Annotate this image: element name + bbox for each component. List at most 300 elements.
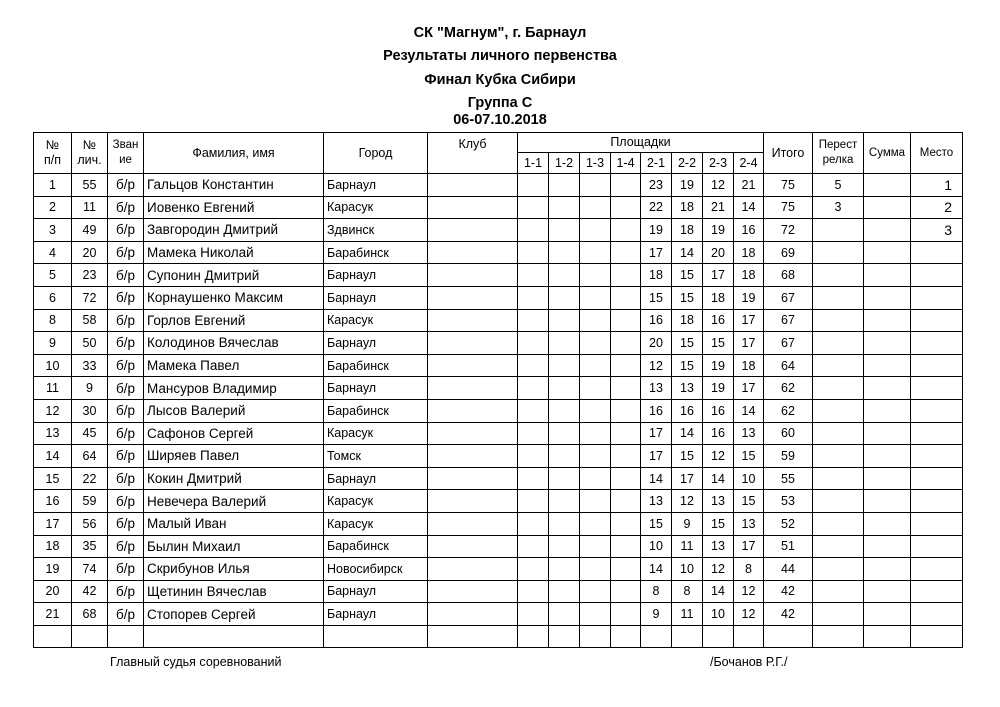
- cell-license: 45: [72, 422, 108, 445]
- table-row: [34, 264, 963, 287]
- title-club: СК "Магнум", г. Барнаул: [413, 25, 587, 41]
- cell-area-score: [611, 490, 641, 513]
- cell-shootoff: [813, 399, 864, 422]
- cell-area-score: 23: [641, 174, 672, 197]
- cell-area-score: 15: [672, 332, 703, 355]
- area-label: 2-1: [641, 153, 672, 174]
- cell-area-score: 19: [672, 174, 703, 197]
- cell-area-score: 15: [734, 445, 764, 468]
- col-header-city: Город: [324, 133, 428, 174]
- cell-area-score: 13: [641, 377, 672, 400]
- cell-total: 42: [764, 580, 813, 603]
- cell-area-score: 12: [703, 558, 734, 581]
- judge-label: Главный судья соревнований: [110, 655, 282, 669]
- cell-area-score: 10: [703, 603, 734, 626]
- cell-area-score: [611, 219, 641, 242]
- table-row: [34, 512, 963, 535]
- cell-shootoff: [813, 354, 864, 377]
- area-label: 2-2: [672, 153, 703, 174]
- cell-club: [428, 174, 518, 197]
- cell-city: Барнаул: [324, 603, 428, 626]
- cell-name: Горлов Евгений: [144, 309, 324, 332]
- cell-name: Скрибунов Илья: [144, 558, 324, 581]
- cell-area-score: 12: [734, 580, 764, 603]
- cell-city: Барнаул: [324, 286, 428, 309]
- col-header-rank: Зван ие: [108, 133, 144, 174]
- cell-shootoff: [813, 603, 864, 626]
- cell-area-score: [580, 309, 611, 332]
- cell-area-score: 18: [703, 286, 734, 309]
- cell-area-score: 13: [703, 490, 734, 513]
- cell-area-score: [580, 535, 611, 558]
- cell-total: 53: [764, 490, 813, 513]
- cell-area-score: [611, 241, 641, 264]
- cell-total: 69: [764, 241, 813, 264]
- cell-area-score: 18: [672, 219, 703, 242]
- cell-place: [911, 445, 963, 468]
- cell-area-score: [549, 490, 580, 513]
- cell-area-score: [611, 309, 641, 332]
- cell-city: Барнаул: [324, 580, 428, 603]
- cell-shootoff: [813, 490, 864, 513]
- cell-license: 68: [72, 603, 108, 626]
- cell-number: 21: [34, 603, 72, 626]
- cell-area-score: [518, 580, 549, 603]
- cell-club: [428, 490, 518, 513]
- cell-rank: б/р: [108, 467, 144, 490]
- cell-total: 67: [764, 309, 813, 332]
- cell-place: [911, 467, 963, 490]
- cell-total: 75: [764, 196, 813, 219]
- cell-area-score: 15: [672, 286, 703, 309]
- table-row: [34, 422, 963, 445]
- cell-area-score: 19: [703, 354, 734, 377]
- col-header-club: Клуб: [428, 133, 518, 174]
- cell-city: Карасук: [324, 490, 428, 513]
- cell-area-score: [549, 512, 580, 535]
- cell-area-score: 15: [703, 512, 734, 535]
- cell-area-score: [611, 535, 641, 558]
- cell-sum: [864, 219, 911, 242]
- col-header-place: Место: [911, 133, 963, 174]
- cell-city: Барнаул: [324, 332, 428, 355]
- cell-place: [911, 241, 963, 264]
- area-label: 2-3: [703, 153, 734, 174]
- cell-number: 13: [34, 422, 72, 445]
- cell-total: 75: [764, 174, 813, 197]
- cell-area-score: [611, 512, 641, 535]
- cell-area-score: 10: [734, 467, 764, 490]
- cell-area-score: 20: [703, 241, 734, 264]
- cell-club: [428, 241, 518, 264]
- table-row: [34, 286, 963, 309]
- cell-area-score: 14: [734, 399, 764, 422]
- cell-area-score: [518, 174, 549, 197]
- cell-place: 1: [911, 174, 963, 197]
- cell-rank: б/р: [108, 558, 144, 581]
- cell-shootoff: [813, 309, 864, 332]
- cell-city: Томск: [324, 445, 428, 468]
- table-row: [34, 219, 963, 242]
- empty-cell: [580, 625, 611, 648]
- cell-name: Былин Михаил: [144, 535, 324, 558]
- cell-total: 62: [764, 399, 813, 422]
- cell-area-score: [580, 422, 611, 445]
- cell-area-score: [580, 174, 611, 197]
- cell-area-score: 9: [641, 603, 672, 626]
- cell-sum: [864, 399, 911, 422]
- cell-rank: б/р: [108, 219, 144, 242]
- cell-license: 50: [72, 332, 108, 355]
- cell-area-score: 15: [641, 512, 672, 535]
- cell-area-score: [611, 399, 641, 422]
- cell-sum: [864, 603, 911, 626]
- cell-area-score: 14: [641, 558, 672, 581]
- cell-area-score: 20: [641, 332, 672, 355]
- cell-sum: [864, 512, 911, 535]
- cell-area-score: [549, 219, 580, 242]
- table-row: [34, 445, 963, 468]
- cell-area-score: [549, 286, 580, 309]
- cell-city: Карасук: [324, 309, 428, 332]
- cell-area-score: 16: [672, 399, 703, 422]
- cell-number: 8: [34, 309, 72, 332]
- table-row: [34, 377, 963, 400]
- cell-number: 11: [34, 377, 72, 400]
- cell-place: [911, 558, 963, 581]
- cell-license: 11: [72, 196, 108, 219]
- cell-area-score: [580, 558, 611, 581]
- cell-area-score: 21: [703, 196, 734, 219]
- cell-license: 59: [72, 490, 108, 513]
- cell-place: 2: [911, 196, 963, 219]
- cell-area-score: 17: [703, 264, 734, 287]
- cell-area-score: [580, 580, 611, 603]
- cell-total: 59: [764, 445, 813, 468]
- cell-area-score: [611, 354, 641, 377]
- cell-sum: [864, 196, 911, 219]
- cell-name: Невечера Валерий: [144, 490, 324, 513]
- cell-license: 20: [72, 241, 108, 264]
- col-header-total: Итого: [764, 133, 813, 174]
- cell-area-score: 17: [734, 377, 764, 400]
- cell-name: Мансуров Владимир: [144, 377, 324, 400]
- cell-total: 55: [764, 467, 813, 490]
- cell-area-score: 8: [734, 558, 764, 581]
- cell-area-score: [580, 603, 611, 626]
- cell-area-score: [580, 286, 611, 309]
- cell-area-score: [518, 377, 549, 400]
- empty-cell: [324, 625, 428, 648]
- cell-rank: б/р: [108, 580, 144, 603]
- cell-license: 58: [72, 309, 108, 332]
- cell-area-score: 19: [703, 377, 734, 400]
- cell-sum: [864, 558, 911, 581]
- table-row: [34, 196, 963, 219]
- cell-number: 3: [34, 219, 72, 242]
- col-header-number: № п/п: [34, 133, 72, 174]
- area-label: 1-4: [611, 153, 641, 174]
- cell-number: 4: [34, 241, 72, 264]
- cell-club: [428, 399, 518, 422]
- cell-place: [911, 286, 963, 309]
- cell-license: 30: [72, 399, 108, 422]
- cell-license: 23: [72, 264, 108, 287]
- cell-place: 3: [911, 219, 963, 242]
- cell-sum: [864, 377, 911, 400]
- empty-cell: [518, 625, 549, 648]
- cell-city: Барабинск: [324, 399, 428, 422]
- cell-area-score: [580, 445, 611, 468]
- cell-area-score: 17: [734, 535, 764, 558]
- cell-club: [428, 196, 518, 219]
- cell-name: Сyпонин Дмитрий: [144, 264, 324, 287]
- cell-number: 12: [34, 399, 72, 422]
- cell-number: 1: [34, 174, 72, 197]
- cell-total: 44: [764, 558, 813, 581]
- cell-area-score: [549, 399, 580, 422]
- cell-area-score: 15: [672, 354, 703, 377]
- cell-total: 67: [764, 332, 813, 355]
- table-row: [34, 354, 963, 377]
- cell-name: Гальцов Константин: [144, 174, 324, 197]
- cell-area-score: 15: [672, 264, 703, 287]
- cell-area-score: [580, 512, 611, 535]
- cell-area-score: 16: [703, 309, 734, 332]
- empty-cell: [72, 625, 108, 648]
- cell-area-score: 12: [734, 603, 764, 626]
- title-event: Финал Кубка Сибири: [424, 72, 576, 88]
- cell-area-score: [549, 535, 580, 558]
- cell-city: Барнаул: [324, 377, 428, 400]
- cell-area-score: 14: [641, 467, 672, 490]
- cell-area-score: [611, 422, 641, 445]
- cell-place: [911, 603, 963, 626]
- cell-shootoff: [813, 558, 864, 581]
- cell-area-score: 8: [672, 580, 703, 603]
- cell-rank: б/р: [108, 490, 144, 513]
- cell-area-score: 14: [672, 241, 703, 264]
- cell-area-score: [518, 332, 549, 355]
- area-label: 1-1: [518, 153, 549, 174]
- cell-name: Щетинин Вячеслав: [144, 580, 324, 603]
- cell-sum: [864, 332, 911, 355]
- cell-area-score: 17: [641, 445, 672, 468]
- cell-rank: б/р: [108, 286, 144, 309]
- col-header-areas: Площадки: [518, 133, 764, 153]
- cell-area-score: 17: [734, 332, 764, 355]
- cell-club: [428, 286, 518, 309]
- empty-cell: [549, 625, 580, 648]
- cell-shootoff: [813, 467, 864, 490]
- cell-area-score: [580, 399, 611, 422]
- cell-area-score: [611, 286, 641, 309]
- cell-sum: [864, 535, 911, 558]
- cell-area-score: 18: [672, 309, 703, 332]
- empty-cell: [734, 625, 764, 648]
- cell-area-score: [580, 354, 611, 377]
- cell-shootoff: [813, 512, 864, 535]
- cell-area-score: [549, 377, 580, 400]
- cell-area-score: [580, 377, 611, 400]
- cell-area-score: 16: [703, 422, 734, 445]
- cell-club: [428, 512, 518, 535]
- table-row: [34, 558, 963, 581]
- cell-club: [428, 603, 518, 626]
- cell-name: Мамека Павел: [144, 354, 324, 377]
- cell-license: 22: [72, 467, 108, 490]
- table-row: [34, 332, 963, 355]
- cell-area-score: 13: [672, 377, 703, 400]
- cell-area-score: 16: [734, 219, 764, 242]
- cell-rank: б/р: [108, 399, 144, 422]
- cell-shootoff: [813, 264, 864, 287]
- cell-rank: б/р: [108, 377, 144, 400]
- cell-city: Барнаул: [324, 264, 428, 287]
- cell-area-score: 10: [672, 558, 703, 581]
- cell-license: 42: [72, 580, 108, 603]
- results-body: [34, 174, 963, 648]
- cell-area-score: 18: [641, 264, 672, 287]
- cell-license: 56: [72, 512, 108, 535]
- cell-area-score: 13: [703, 535, 734, 558]
- cell-number: 14: [34, 445, 72, 468]
- cell-area-score: 14: [703, 580, 734, 603]
- cell-area-score: 19: [703, 219, 734, 242]
- cell-club: [428, 580, 518, 603]
- cell-city: Барабинск: [324, 535, 428, 558]
- cell-place: [911, 399, 963, 422]
- cell-rank: б/р: [108, 241, 144, 264]
- cell-area-score: 11: [672, 603, 703, 626]
- cell-city: Здвинск: [324, 219, 428, 242]
- cell-area-score: [580, 196, 611, 219]
- empty-cell: [764, 625, 813, 648]
- cell-sum: [864, 309, 911, 332]
- cell-area-score: [549, 354, 580, 377]
- cell-club: [428, 264, 518, 287]
- cell-area-score: [549, 196, 580, 219]
- cell-sum: [864, 490, 911, 513]
- cell-club: [428, 467, 518, 490]
- cell-area-score: [611, 377, 641, 400]
- cell-area-score: [518, 309, 549, 332]
- cell-shootoff: [813, 422, 864, 445]
- cell-shootoff: [813, 286, 864, 309]
- cell-area-score: [549, 174, 580, 197]
- cell-area-score: 18: [734, 264, 764, 287]
- cell-place: [911, 309, 963, 332]
- cell-area-score: [580, 241, 611, 264]
- cell-area-score: 12: [703, 174, 734, 197]
- title-date: 06-07.10.2018: [453, 112, 547, 128]
- cell-area-score: 17: [641, 422, 672, 445]
- cell-total: 60: [764, 422, 813, 445]
- cell-total: 67: [764, 286, 813, 309]
- empty-cell: [864, 625, 911, 648]
- cell-area-score: 14: [703, 467, 734, 490]
- empty-cell: [703, 625, 734, 648]
- cell-license: 33: [72, 354, 108, 377]
- cell-area-score: 16: [641, 399, 672, 422]
- cell-place: [911, 377, 963, 400]
- cell-total: 64: [764, 354, 813, 377]
- cell-number: 16: [34, 490, 72, 513]
- table-row: [34, 580, 963, 603]
- cell-license: 9: [72, 377, 108, 400]
- cell-area-score: [549, 580, 580, 603]
- cell-area-score: 17: [734, 309, 764, 332]
- cell-city: Барабинск: [324, 354, 428, 377]
- cell-area-score: 17: [672, 467, 703, 490]
- col-header-license: № лич.: [72, 133, 108, 174]
- cell-number: 9: [34, 332, 72, 355]
- cell-area-score: [611, 332, 641, 355]
- cell-area-score: [611, 174, 641, 197]
- table-row: [34, 174, 963, 197]
- cell-number: 15: [34, 467, 72, 490]
- cell-number: 19: [34, 558, 72, 581]
- cell-area-score: 15: [672, 445, 703, 468]
- title-group: Группа С: [467, 95, 533, 111]
- cell-area-score: [518, 422, 549, 445]
- cell-city: Новосибирск: [324, 558, 428, 581]
- cell-club: [428, 332, 518, 355]
- table-row: [34, 467, 963, 490]
- cell-total: 51: [764, 535, 813, 558]
- cell-rank: б/р: [108, 174, 144, 197]
- cell-area-score: 8: [641, 580, 672, 603]
- table-row: [34, 490, 963, 513]
- cell-club: [428, 535, 518, 558]
- cell-license: 35: [72, 535, 108, 558]
- cell-rank: б/р: [108, 603, 144, 626]
- cell-city: Барнаул: [324, 467, 428, 490]
- cell-area-score: 17: [641, 241, 672, 264]
- empty-cell: [144, 625, 324, 648]
- cell-area-score: 15: [641, 286, 672, 309]
- cell-club: [428, 558, 518, 581]
- cell-area-score: [518, 512, 549, 535]
- cell-area-score: 12: [641, 354, 672, 377]
- cell-area-score: [518, 264, 549, 287]
- cell-sum: [864, 354, 911, 377]
- cell-name: Ширяев Павел: [144, 445, 324, 468]
- cell-sum: [864, 286, 911, 309]
- cell-area-score: 18: [734, 354, 764, 377]
- cell-club: [428, 219, 518, 242]
- cell-club: [428, 377, 518, 400]
- cell-area-score: [518, 558, 549, 581]
- cell-rank: б/р: [108, 422, 144, 445]
- cell-area-score: [549, 422, 580, 445]
- cell-number: 20: [34, 580, 72, 603]
- cell-area-score: [611, 445, 641, 468]
- cell-area-score: [611, 196, 641, 219]
- cell-place: [911, 264, 963, 287]
- cell-number: 17: [34, 512, 72, 535]
- cell-sum: [864, 467, 911, 490]
- table-row: [34, 241, 963, 264]
- cell-shootoff: [813, 445, 864, 468]
- cell-area-score: 19: [641, 219, 672, 242]
- cell-area-score: 16: [703, 399, 734, 422]
- cell-license: 72: [72, 286, 108, 309]
- judge-name: /Бочанов Р.Г./: [710, 655, 788, 669]
- cell-place: [911, 580, 963, 603]
- cell-club: [428, 309, 518, 332]
- cell-name: Кокин Дмитрий: [144, 467, 324, 490]
